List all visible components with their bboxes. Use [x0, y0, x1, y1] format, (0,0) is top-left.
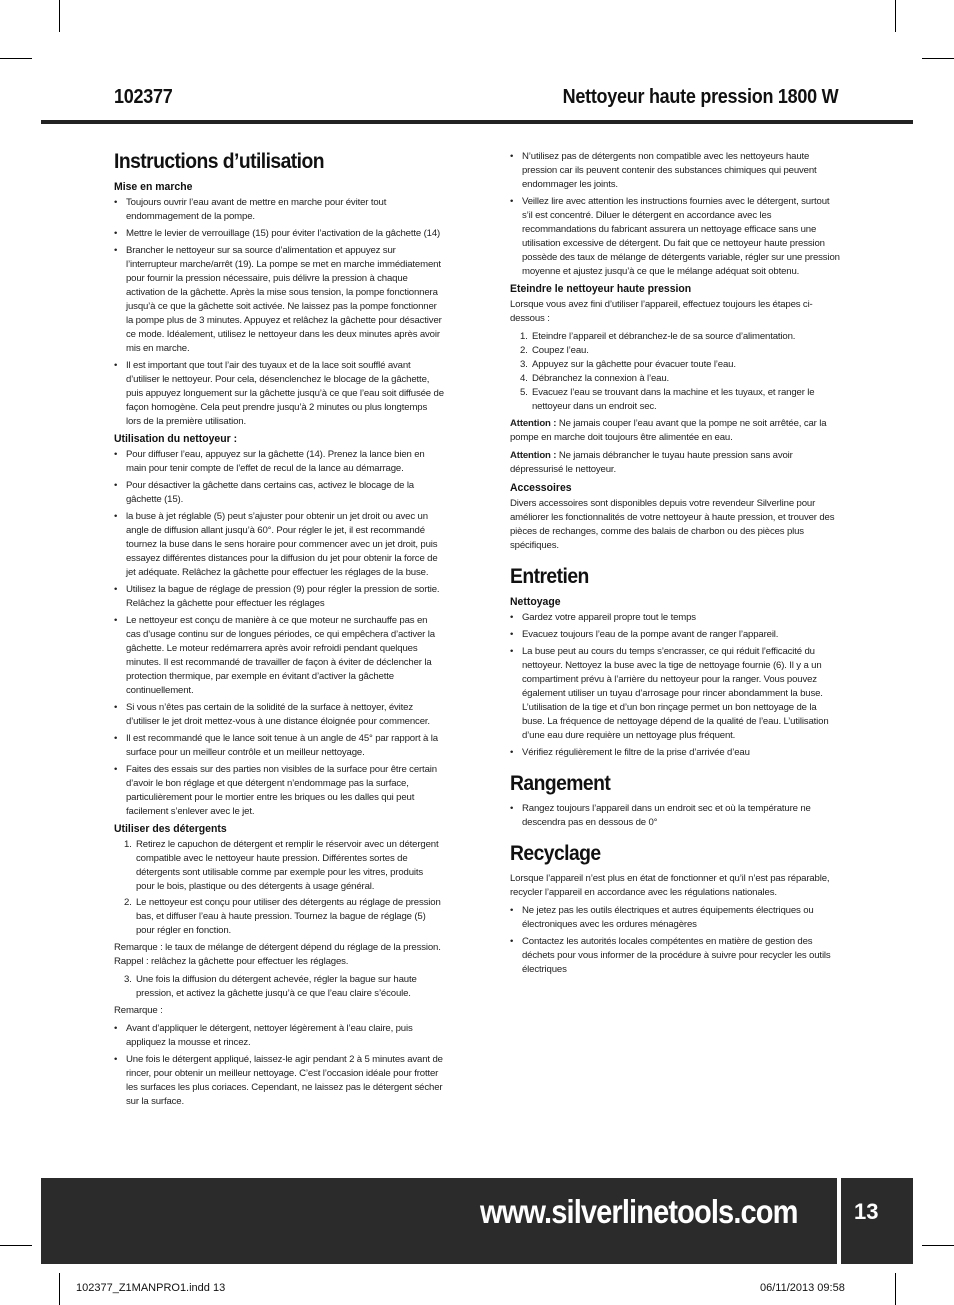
detergent-warnings	[510, 150, 840, 279]
list-item: • La buse peut au cours du temps s’encrasser, ce qui réduit l’efficacité du nettoyeur. Nettoyez la buse avec la tige de nettoyage fournie (6). Il y a un compartiment prévu à l’arrière du nettoyeur pour la ranger. Vous pouvez également utiliser un tuyau d’arrosage pour rincer abondamment la buse. L’utilisation de la tige et d’un bon rinçage permet un bon nettoyage de la buse. La fréquence de nettoyage dépend de la qualité de l’eau. L’utilisation d’une eau dure requière un nettoyage plus fréquent.	[510, 645, 840, 743]
switch-off-steps	[510, 330, 840, 414]
list-item: • Le nettoyeur est conçu de manière à ce que moteur ne surchauffe pas en cas d’usage continu sur de longues périodes, ce qui empêchera d’activer la gâchette. Le moteur redémarrera après avoir refroidi pendant quelques minutes. Il est recommandé de travailler de façon à éviter de déclencher la protection thermique, par exemple en évitant d’activer la gâchette continuellement.	[114, 614, 444, 698]
storage-heading: Rangement	[510, 772, 611, 795]
numbered-item	[510, 344, 840, 358]
list-item: • Mettre le levier de verrouillage (15) pour éviter l’activation de la gâchette (14)	[114, 227, 444, 241]
header-divider	[41, 120, 913, 124]
numbered-item	[510, 358, 840, 372]
list-item: • Une fois le détergent appliqué, laissez-le agir pendant 2 à 5 minutes avant de rincer, pour obtenir un meilleur nettoyage. C’est l’occasion idéale pour frotter les surfaces les plus coriaces. Cependant, ne laissez pas le détergent sécher sur la surface.	[114, 1053, 444, 1109]
step-text: Eteindre l’appareil et débranchez-le de sa source d’alimentation.	[532, 331, 796, 342]
list-item: • Faites des essais sur des parties non visibles de la surface pour être certain d’avoir le bon réglage et que détergent n’endommage pas la surface, particulièrement pour le mortier entre les briques ou les dalles qui peut facilement s’enlever avec le jet.	[114, 763, 444, 819]
list-item: • Veillez lire avec attention les instructions fournies avec le détergent, surtout s’il est concentré. Diluer le détergent en accordance avec les recommandations du fabricant assurera un nettoyage efficace sans une utilisation excessive de détergent. Du fait que ce nettoyeur haute pression possède des taux de mélange de détergents variable, régler sur une pression moyenne et ajustez jusqu’à ce que le mélange adéquat soit obtenu.	[510, 195, 840, 279]
step-text: Retirez le capuchon de détergent et remplir le réservoir avec un détergent compatible avec le nettoyeur haute pression. Différentes sortes de détergents sont utilisable comme par exemple pour les vitres, produits pour le bois, plastique ou des détergents à usage général.	[136, 839, 439, 892]
attention-label: Attention :	[510, 450, 557, 461]
recycling-list	[510, 904, 840, 977]
detergent-steps-continued	[114, 973, 444, 1001]
numbered-item	[510, 330, 840, 344]
list-item: • Utilisez la bague de réglage de pression (9) pour régler la pression de sortie. Relâchez la gâchette pour effectuer les réglages	[114, 583, 444, 611]
print-slug-date: 06/11/2013 09:58	[760, 1282, 845, 1294]
list-item: • la buse à jet réglable (5) peut s’ajuster pour obtenir un jet droit ou avec un angle de diffusion allant jusqu’à 60°. Pour régler le jet, il est recommandé tournez la buse dans le sens horaire pour commencer avec un jet droit, puis essayez différentes distances pour la diffusion du jet pour obtenir la force de jet adéquate. Relâchez la gâchette pour effectuer les réglages de la buse.	[114, 510, 444, 580]
startup-list	[114, 196, 444, 429]
numbered-item	[510, 372, 840, 386]
step-text: Une fois la diffusion du détergent achevée, régler la bague sur haute pression, et activez la gâchette jusqu’à ce que l’eau claire s’écoule.	[136, 974, 417, 999]
crop-mark	[0, 58, 32, 59]
switch-off-heading: Eteindre le nettoyeur haute pression	[510, 283, 692, 295]
list-item: • Gardez votre appareil propre tout le temps	[510, 611, 840, 625]
step-text: Coupez l’eau.	[532, 345, 589, 356]
step-number: 1.	[124, 839, 132, 850]
crop-mark	[895, 0, 896, 32]
detergent-remark-label: Remarque :	[114, 1005, 163, 1016]
recycling-heading: Recyclage	[510, 842, 601, 865]
left-column	[114, 148, 444, 1112]
step-number: 3.	[520, 359, 528, 370]
step-number: 5.	[520, 387, 528, 398]
numbered-item	[114, 896, 444, 938]
cleaning-heading: Nettoyage	[510, 596, 561, 608]
website-link[interactable]: www.silverlinetools.com	[480, 1193, 798, 1230]
detergent-heading: Utiliser des détergents	[114, 823, 227, 835]
list-item: • Avant d’appliquer le détergent, nettoyer légèrement à l’eau claire, puis appliquez la mousse et rincez.	[114, 1022, 444, 1050]
crop-mark	[922, 58, 954, 59]
detergent-remark: Remarque : le taux de mélange de détergent dépend du réglage de la pression. Rappel : relâchez la gâchette pour effectuer les réglages.	[114, 942, 441, 967]
attention-text: Ne jamais couper l’eau avant que la pompe ne soit arrêtée, car la pompe en marche doit toujours être alimentée en eau.	[510, 418, 827, 443]
list-item: • Si vous n’êtes pas certain de la solidité de la surface à nettoyer, évitez d’utiliser le jet droit mettez-vous à une distance éloignée pour commencer.	[114, 701, 444, 729]
maintenance-heading: Entretien	[510, 565, 589, 588]
step-number: 2.	[520, 345, 528, 356]
list-item: • Ne jetez pas les outils électriques et autres équipements électriques ou électroniques avec les ordures ménagères	[510, 904, 840, 932]
list-item: • Rangez toujours l’appareil dans un endroit sec et où la température ne descendra pas en dessous de 0°	[510, 802, 840, 830]
crop-mark	[895, 1273, 896, 1305]
cleaning-list	[510, 611, 840, 760]
usage-list	[114, 448, 444, 819]
list-item: • Evacuez toujours l’eau de la pompe avant de ranger l’appareil.	[510, 628, 840, 642]
recycling-text: Lorsque l’appareil n’est plus en état de fonctionner et qu’il n’est pas réparable, recycler l’appareil en accordance avec les régulations nationales.	[510, 873, 830, 898]
numbered-item	[510, 386, 840, 414]
crop-mark	[59, 1273, 60, 1305]
list-item: • Contactez les autorités locales compétentes en matière de gestion des déchets pour vous informer de la procédure à suivre pour recycler les outils électriques	[510, 935, 840, 977]
switch-off-intro: Lorsque vous avez fini d’utiliser l’appareil, effectuez toujours les étapes ci-dessous :	[510, 299, 813, 324]
startup-heading: Mise en marche	[114, 181, 193, 193]
product-code: 102377	[114, 86, 173, 108]
detergent-steps	[114, 838, 444, 938]
usage-heading: Utilisation du nettoyeur :	[114, 433, 238, 445]
accessories-heading: Accessoires	[510, 482, 572, 494]
right-column	[510, 150, 840, 980]
accessories-text: Divers accessoires sont disponibles depuis votre revendeur Silverline pour améliorer les fonctionnalités de votre nettoyeur à haute pression, et trouver des pièces de rechanges, comme des balais de charbon ou des pièces plus spécifiques.	[510, 498, 835, 551]
attention-note	[510, 449, 840, 477]
print-slug-file: 102377_Z1MANPRO1.indd 13	[76, 1282, 226, 1294]
detergent-tips	[114, 1022, 444, 1109]
footer-divider	[837, 1178, 841, 1264]
step-number: 2.	[124, 897, 132, 908]
list-item: • Il est important que tout l’air des tuyaux et de la lace soit soufflé avant d’utiliser le nettoyeur. Pour cela, désenclenchez le blocage de la gâchette, puis appuyez longuement sur la gâchette jusqu’à ce que l’eau soit diffusée de façon homogène. Cela peut prendre jusqu’à 2 minutes ou plus longtemps lors de la première utilisation.	[114, 359, 444, 429]
crop-mark	[59, 0, 60, 32]
list-item: • Pour diffuser l’eau, appuyez sur la gâchette (14). Prenez la lance bien en main pour tenir compte de l’effet de recul de la lance au démarrage.	[114, 448, 444, 476]
step-number: 4.	[520, 373, 528, 384]
attention-text: Ne jamais débrancher le tuyau haute pression sans avoir dépressurisé le nettoyeur.	[510, 450, 793, 475]
list-item: • Pour désactiver la gâchette dans certains cas, activez le blocage de la gâchette (15).	[114, 479, 444, 507]
step-number: 3.	[124, 974, 132, 985]
step-text: Appuyez sur la gâchette pour évacuer toute l’eau.	[532, 359, 736, 370]
storage-list	[510, 802, 840, 830]
page-number: 13	[854, 1199, 879, 1224]
attention-note	[510, 417, 840, 445]
instructions-heading: Instructions d’utilisation	[114, 150, 324, 173]
step-text: Le nettoyeur est conçu pour utiliser des détergents au réglage de pression bas, et diffuser l’eau à haute pression. Tournez la bague de réglage (5) pour régler en fonction.	[136, 897, 441, 936]
list-item: • Vérifiez régulièrement le filtre de la prise d’arrivée d’eau	[510, 746, 840, 760]
numbered-item	[114, 838, 444, 894]
page-title: Nettoyeur haute pression 1800 W	[562, 86, 838, 108]
list-item: • Toujours ouvrir l’eau avant de mettre en marche pour éviter tout endommagement de la pompe.	[114, 196, 444, 224]
step-text: Evacuez l’eau se trouvant dans la machine et les tuyaux, et ranger le nettoyeur dans un endroit sec.	[532, 387, 815, 412]
crop-mark	[922, 1245, 954, 1246]
list-item: • Brancher le nettoyeur sur sa source d’alimentation et appuyez sur l’interrupteur marche/arrêt (19). La pompe se met en marche immédiatement pour fournir la pression nécessaire, puis délivre la pression à chaque activation de la gâchette. Après la mise sous tension, la pompe fonctionnera jusqu’à ce que la gâchette soit activée. Ne laissez pas la pompe fonctionner la pompe plus de 3 minutes. Appuyez et relâchez la gâchette pour désactiver ce mode. Idéalement, utilisez le nettoyeur dans les deux minutes après avoir mis en marche.	[114, 244, 444, 356]
list-item: • Il est recommandé que le lance soit tenue à un angle de 45° par rapport à la surface pour un meilleur contrôle et un meilleur nettoyage.	[114, 732, 444, 760]
step-number: 1.	[520, 331, 528, 342]
step-text: Débranchez la connexion à l’eau.	[532, 373, 670, 384]
attention-label: Attention :	[510, 418, 557, 429]
numbered-item	[114, 973, 444, 1001]
list-item: • N’utilisez pas de détergents non compatible avec les nettoyeurs haute pression car ils peuvent contenir des substances chimiques qui peuvent endommager les joints.	[510, 150, 840, 192]
crop-mark	[0, 1245, 32, 1246]
